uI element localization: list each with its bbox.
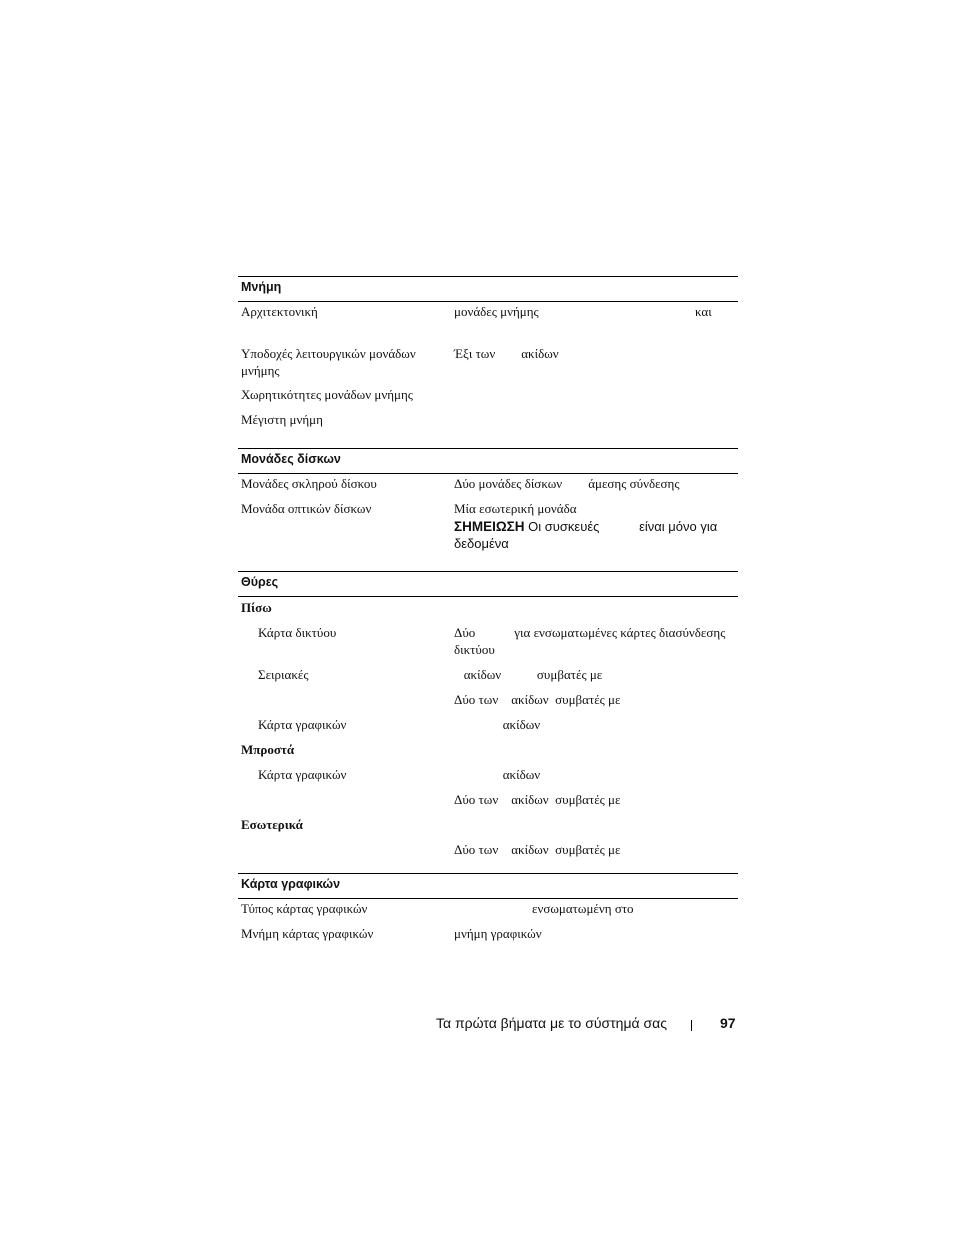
subsection-label-internal: Εσωτερικά xyxy=(241,817,303,832)
spec-row xyxy=(238,839,738,873)
spec-row xyxy=(238,789,738,814)
spec-value: ακίδων xyxy=(454,767,541,782)
spec-label: Κάρτα γραφικών xyxy=(258,767,347,782)
spec-value: μονάδες μνήμης xyxy=(454,304,539,319)
spec-value: Έξι των ακίδων xyxy=(454,346,559,361)
spec-row xyxy=(238,924,738,949)
page-number: 97 xyxy=(720,1015,736,1031)
subsection-row xyxy=(238,739,738,764)
note-label: ΣΗΜΕΙΩΣΗ xyxy=(454,519,525,534)
note-text: Οι συσκευές είναι μόνο για δεδομένα xyxy=(454,519,721,551)
spec-row xyxy=(238,899,738,924)
spec-label: Κάρτα γραφικών xyxy=(258,717,347,732)
spec-value: ενσωματωμένη στο xyxy=(454,901,634,916)
subsection-row xyxy=(238,814,738,839)
footer-divider xyxy=(691,1020,692,1031)
spec-row xyxy=(238,714,738,739)
spec-label: Αρχιτεκτονική xyxy=(241,304,318,319)
subsection-label-front: Μπροστά xyxy=(241,742,295,757)
spec-label: Μονάδα οπτικών δίσκων xyxy=(241,501,372,516)
spec-value: ακίδων xyxy=(454,717,541,732)
spec-label: Μέγιστη μνήμη xyxy=(241,412,323,427)
subsection-row xyxy=(238,597,738,622)
note-box xyxy=(454,518,736,552)
spec-row xyxy=(238,411,738,448)
spec-label: Σειριακές xyxy=(258,667,309,682)
spec-label: Μονάδες σκληρού δίσκου xyxy=(241,476,377,491)
spec-label: Κάρτα δικτύου xyxy=(258,625,337,640)
footer-title: Τα πρώτα βήματα με το σύστημά σας xyxy=(436,1015,667,1031)
spec-row xyxy=(238,386,738,411)
spec-value: Δύο των ακίδων συμβατές με xyxy=(454,692,621,707)
spec-value: Δύο των ακίδων συμβατές με xyxy=(454,792,621,807)
spec-row xyxy=(238,499,738,571)
spec-value: Δύο για ενσωματωμένες κάρτες διασύνδεσης δικτύου xyxy=(454,625,729,657)
spec-row xyxy=(238,664,738,689)
section-header-ports xyxy=(238,571,738,597)
spec-table xyxy=(238,276,738,949)
spec-row xyxy=(238,343,738,386)
section-header-memory xyxy=(238,276,738,302)
section-title: Μνήμη xyxy=(241,280,282,294)
spec-row xyxy=(238,689,738,714)
section-title: Κάρτα γραφικών xyxy=(241,877,341,891)
spec-row xyxy=(238,302,738,343)
section-title: Μονάδες δίσκων xyxy=(241,452,341,466)
spec-value: και xyxy=(695,304,712,319)
section-header-video xyxy=(238,873,738,899)
spec-value: Δύο μονάδες δίσκων άμεσης σύνδεσης xyxy=(454,476,680,491)
section-header-drives xyxy=(238,448,738,474)
spec-row xyxy=(238,764,738,789)
spec-value: ακίδων συμβατές με xyxy=(454,667,603,682)
spec-label: Υποδοχές λειτουργικών μονάδων μνήμης xyxy=(241,346,416,378)
spec-value: Μία εσωτερική μονάδα xyxy=(454,501,577,516)
spec-row xyxy=(238,474,738,499)
section-title: Θύρες xyxy=(241,575,279,589)
subsection-label-rear: Πίσω xyxy=(241,600,272,615)
spec-row xyxy=(238,622,738,664)
spec-label: Μνήμη κάρτας γραφικών xyxy=(241,926,374,941)
spec-label: Τύπος κάρτας γραφικών xyxy=(241,901,368,916)
spec-value: Δύο των ακίδων συμβατές με xyxy=(454,842,621,857)
spec-value: μνήμη γραφικών xyxy=(454,926,542,941)
spec-label: Χωρητικότητες μονάδων μνήμης xyxy=(241,387,413,402)
